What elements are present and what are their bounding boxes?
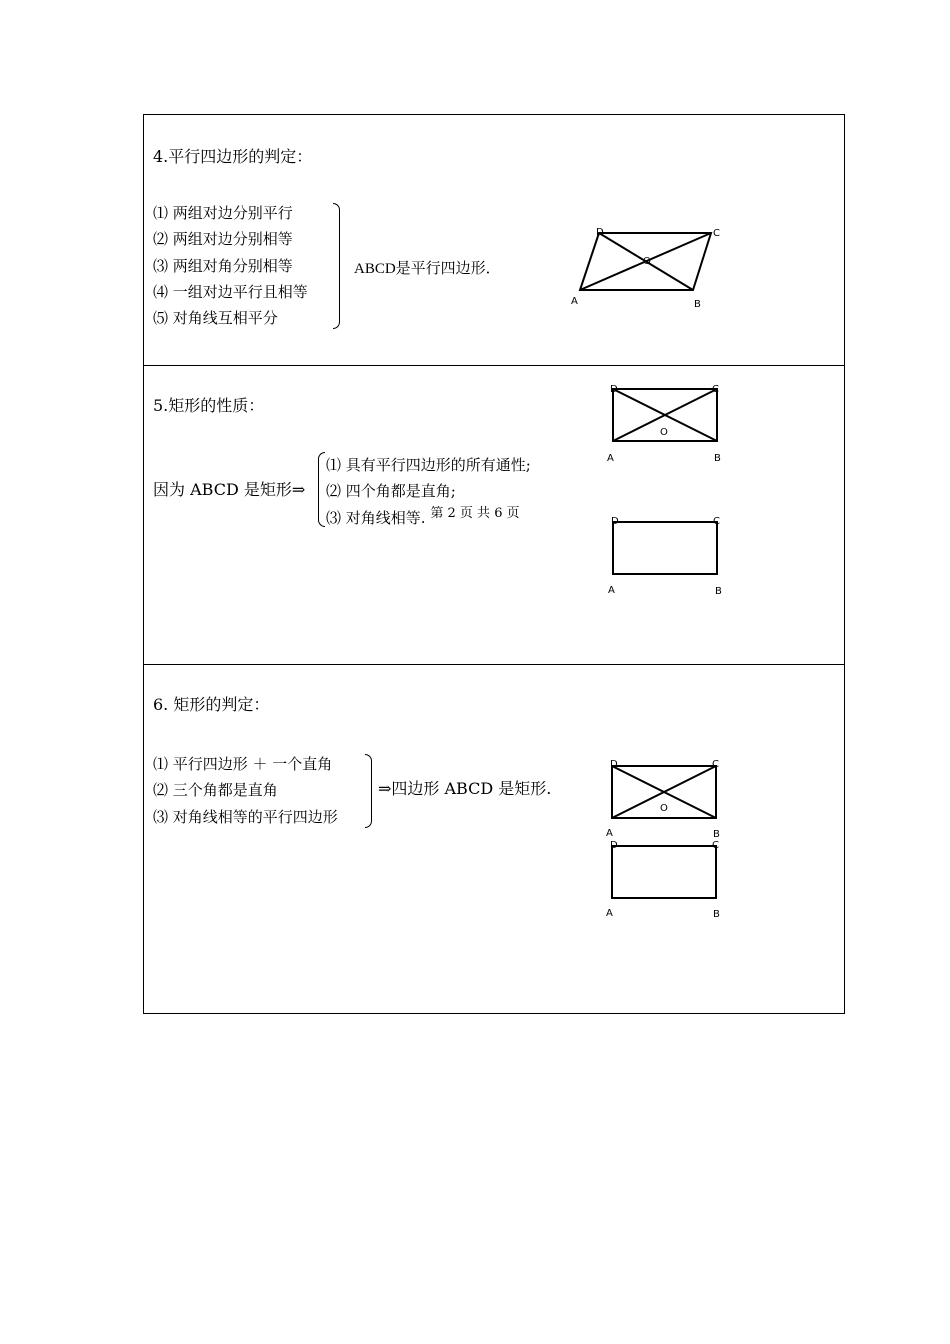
fig5a-label-b: B: [714, 453, 721, 464]
section4-conclusion: ABCD是平行四边形．: [354, 261, 501, 277]
fig4-label-d: D: [596, 227, 604, 238]
fig5b-label-b: B: [715, 586, 722, 597]
section6-item-3: ⑶ 对角线相等的平行四边形: [153, 808, 338, 826]
fig5b-label-a: A: [608, 585, 615, 596]
section5-item-2: ⑵ 四个角都是直角;: [326, 482, 456, 500]
section4-item-4: ⑷ 一组对边平行且相等: [153, 283, 308, 301]
fig5b-label-d: D: [611, 516, 619, 527]
fig5b-label-c: C: [713, 516, 720, 527]
section6-conclusion: ⇒四边形 ABCD 是矩形.: [378, 779, 552, 798]
rectangle-figure-2: [612, 846, 716, 898]
section4-item-2: ⑵ 两组对边分别相等: [153, 230, 293, 248]
fig6a-label-b: B: [713, 829, 720, 840]
fig5a-label-d: D: [610, 384, 618, 395]
section5-item-1: ⑴ 具有平行四边形的所有通性;: [326, 456, 531, 474]
rectangle-figure: [613, 522, 717, 574]
fig6a-label-a: A: [606, 828, 613, 839]
section6-heading: 6. 矩形的判定：: [153, 695, 270, 714]
section5-item-3: ⑶ 对角线相等.: [326, 509, 426, 527]
fig4-label-c: C: [713, 228, 720, 239]
fig4-label-a: A: [571, 296, 578, 307]
section6-item-2: ⑵ 三个角都是直角: [153, 781, 278, 799]
section6-right-brace: [365, 754, 372, 828]
geometry-figures: [144, 115, 846, 1015]
fig6a-label-d: D: [610, 759, 618, 770]
fig4-label-o: O: [643, 256, 651, 267]
fig6a-label-o: O: [660, 803, 668, 814]
fig6a-label-c: C: [712, 759, 719, 770]
fig5a-label-a: A: [607, 453, 614, 464]
section4-item-1: ⑴ 两组对边分别平行: [153, 204, 293, 222]
fig5a-label-o: O: [660, 427, 668, 438]
fig6b-label-d: D: [610, 840, 618, 851]
page-footer: 第 2 页 共 6 页: [430, 506, 520, 521]
fig4-label-b: B: [694, 299, 701, 310]
section6-item-1: ⑴ 平行四边形 ＋ 一个直角: [153, 755, 333, 773]
fig6b-label-b: B: [713, 909, 720, 920]
section5-premise: 因为 ABCD 是矩形⇒: [153, 480, 306, 499]
section4-heading: 4.平行四边形的判定：: [153, 147, 313, 166]
section5-heading: 5.矩形的性质：: [153, 396, 265, 415]
fig6b-label-a: A: [606, 908, 613, 919]
section4-item-5: ⑸ 对角线互相平分: [153, 309, 278, 327]
content-table: [143, 114, 845, 1014]
fig6b-label-c: C: [712, 840, 719, 851]
section4-item-3: ⑶ 两组对角分别相等: [153, 257, 293, 275]
fig5a-label-c: C: [712, 384, 719, 395]
